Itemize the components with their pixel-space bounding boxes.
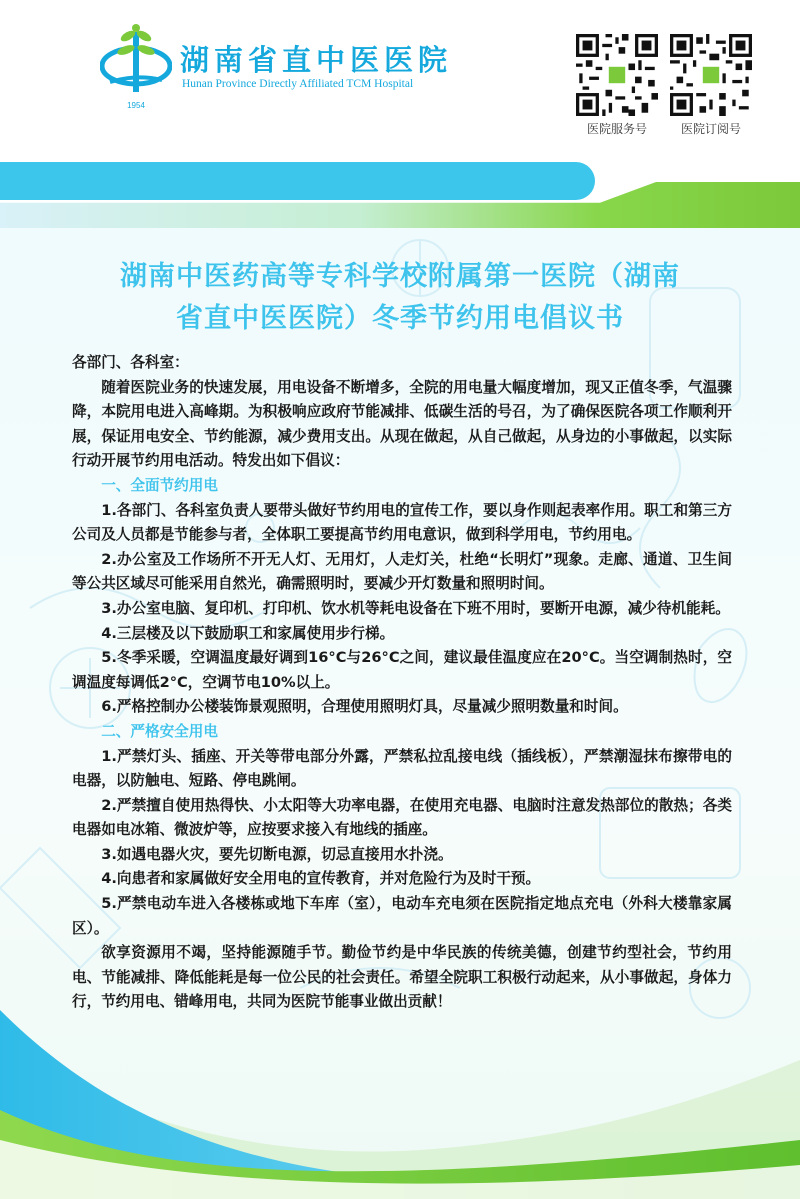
section-2-item: 2.严禁擅自使用热得快、小太阳等大功率电器，在使用充电器、电脑时注意发热部位的散热；各类电器如电冰箱、微波炉等，应按要求接入有地线的插座。 bbox=[72, 796, 732, 839]
section-1-item: 3.办公室电脑、复印机、打印机、饮水机等耗电设备在下班不用时，要断开电源，减少待机能耗。 bbox=[101, 599, 730, 617]
header bbox=[0, 0, 800, 160]
title-line-1: 湖南中医药高等专科学校附属第一医院（湖南 bbox=[120, 261, 680, 292]
section-2-item: 1.严禁灯头、插座、开关等带电部分外露，严禁私拉乱接电线（插线板），严禁潮湿抹布擦带电的电器，以防触电、短路、停电跳闸。 bbox=[72, 747, 732, 790]
cyan-band bbox=[0, 162, 595, 200]
hospital-name-en: Hunan Province Directly Affiliated TCM Hospital bbox=[182, 78, 414, 90]
qr-code-service-icon[interactable] bbox=[576, 34, 658, 116]
qr-label-subscription: 医院订阅号 bbox=[680, 122, 741, 136]
salutation: 各部门、各科室： bbox=[72, 354, 189, 371]
section-1-item: 4.三层楼及以下鼓励职工和家属使用步行梯。 bbox=[101, 624, 395, 642]
qr-label-service: 医院服务号 bbox=[586, 122, 647, 136]
section-2-item: 4.向患者和家属做好安全用电的宣传教育，并对危险行为及时干预。 bbox=[101, 870, 541, 888]
section-1-heading: 一、全面节约用电 bbox=[101, 476, 218, 494]
hospital-name-cn: 湖南省直中医医院 bbox=[180, 43, 453, 77]
bottom-wave-decoration bbox=[0, 990, 800, 1199]
section-2-heading: 二、严格安全用电 bbox=[101, 722, 218, 740]
section-1-item: 6.严格控制办公楼装饰景观照明，合理使用照明灯具，尽量减少照明数量和时间。 bbox=[101, 698, 628, 716]
intro-paragraph: 随着医院业务的快速发展，用电设备不断增多，全院的用电量大幅度增加，现又正值冬季，气温骤降，本院用电进入高峰期。为积极响应政府节能减排、低碳生活的号召，为了确保医院各项工作顺利开展，保证用电安全、节约能源，减少费用支出。从现在做起，从自己做起，从身边的小事做起，以实际行动开展节约用电活动。特发出如下倡议： bbox=[72, 378, 732, 470]
letter-body bbox=[72, 351, 732, 1015]
section-2-item: 3.如遇电器火灾，要先切断电源，切忌直接用水扑浇。 bbox=[101, 845, 453, 863]
section-1-item: 2.办公室及工作场所不开无人灯、无用灯，人走灯关，杜绝“长明灯”现象。走廊、通道、卫生间等公共区域尽可能采用自然光，确需照明时，要减少开灯数量和照明时间。 bbox=[72, 550, 732, 593]
section-1-item: 1.各部门、各科室负责人要带头做好节约用电的宣传工作，要以身作则起表率作用。职工和第三方公司及人员都是节能参与者，全体职工要提高节约用电意识，做到科学用电，节约用电。 bbox=[72, 501, 732, 544]
hospital-logo-icon bbox=[100, 22, 172, 112]
section-1-item: 5.冬季采暖，空调温度最好调到16°C与26°C之间，建议最佳温度应在20°C。当空调制热时，空调温度每调低2°C，空调节电10%以上。 bbox=[72, 649, 732, 691]
qr-code-subscription-icon[interactable] bbox=[670, 34, 752, 116]
title-line-2: 省直中医医院）冬季节约用电倡议书 bbox=[176, 303, 624, 334]
closing-paragraph: 欲享资源用不竭，坚持能源随手节。勤俭节约是中华民族的传统美德，创建节约型社会，节约用电、节能减排、降低能耗是每一位公民的社会责任。希望全院职工积极行动起来，从小事做起，身体力行，节约用电、错峰用电，共同为医院节能事业做出贡献！ bbox=[72, 944, 732, 1011]
founded-year: 1954 bbox=[127, 101, 145, 110]
section-2-item: 5.严禁电动车进入各楼栋或地下车库（室），电动车充电须在医院指定地点充电（外科大楼靠家属区）。 bbox=[72, 895, 732, 937]
